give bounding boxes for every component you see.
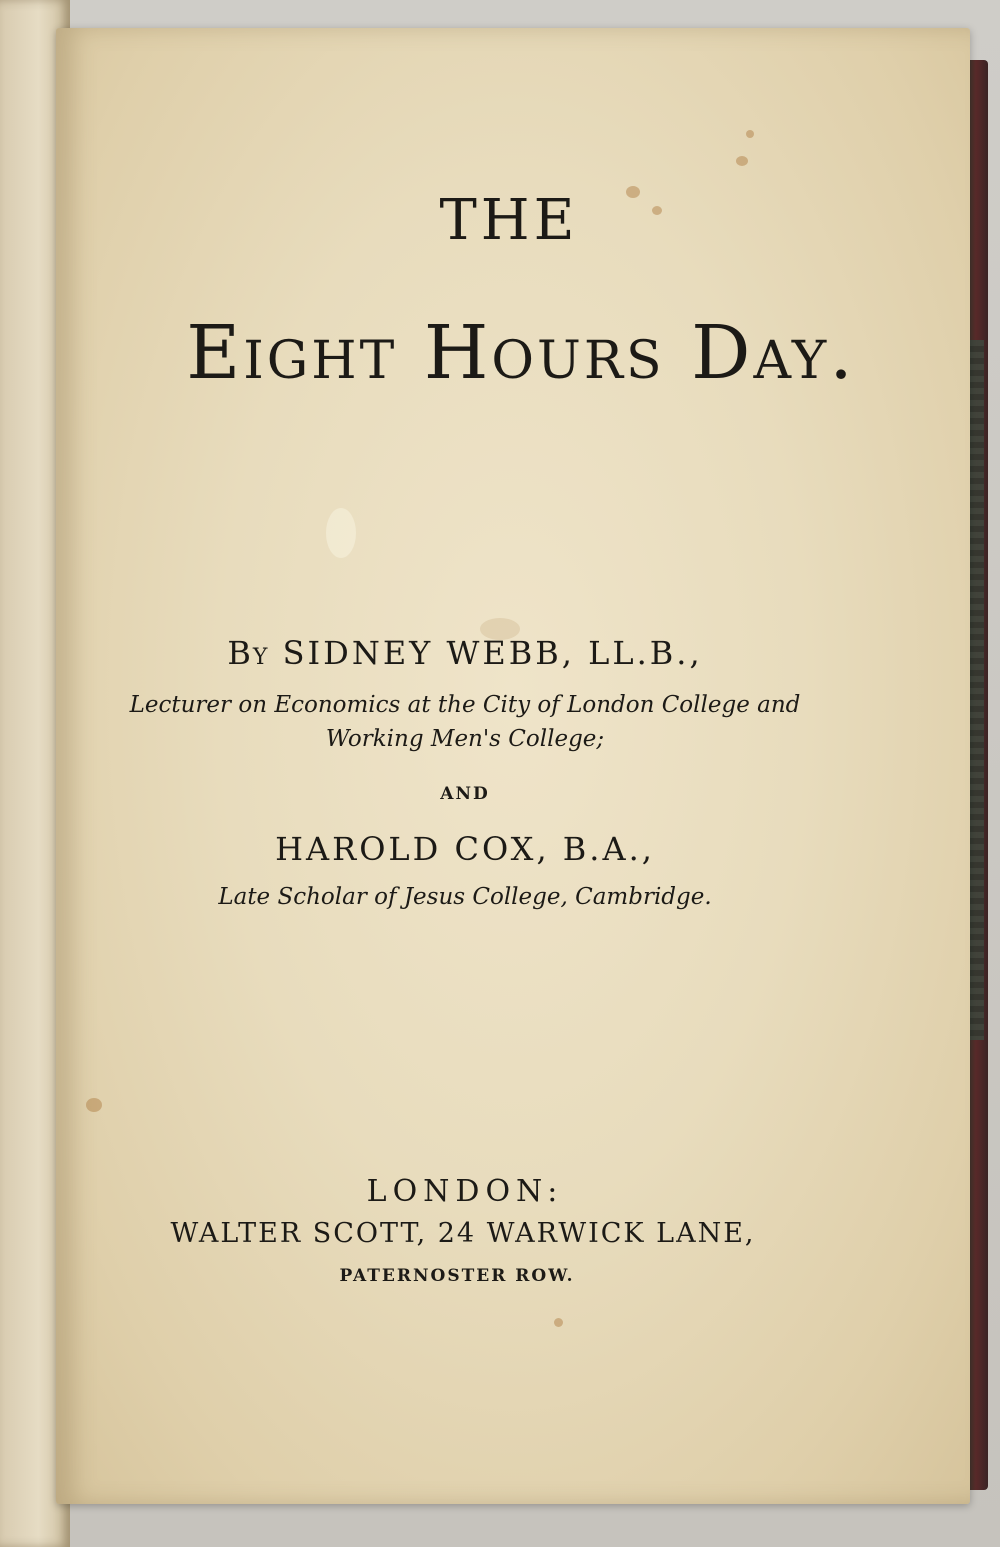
conjunction: AND <box>440 784 490 804</box>
foxing-spot <box>746 130 754 138</box>
second-author-affiliation: Late Scholar of Jesus College, Cambridge. <box>218 884 712 910</box>
paper-stain <box>326 508 356 558</box>
imprint-street: PATERNOSTER ROW. <box>339 1266 575 1286</box>
foxing-spot <box>86 1098 102 1112</box>
book-title: Eight Hours Day. <box>186 310 856 396</box>
imprint-city: LONDON: <box>366 1174 564 1209</box>
foxing-spot <box>736 156 748 166</box>
first-author <box>8 634 922 672</box>
second-author-name: HAROLD COX, B.A., <box>275 830 655 868</box>
first-author-name: SIDNEY WEBB, LL.B., <box>282 634 703 672</box>
foxing-spot <box>554 1318 563 1327</box>
title-article: THE <box>439 188 579 253</box>
imprint-publisher: WALTER SCOTT, 24 WARWICK LANE, <box>170 1218 756 1249</box>
first-author-affiliation: Lecturer on Economics at the City of London College and Working Men's College; <box>129 692 801 752</box>
by-label: By <box>227 634 270 672</box>
